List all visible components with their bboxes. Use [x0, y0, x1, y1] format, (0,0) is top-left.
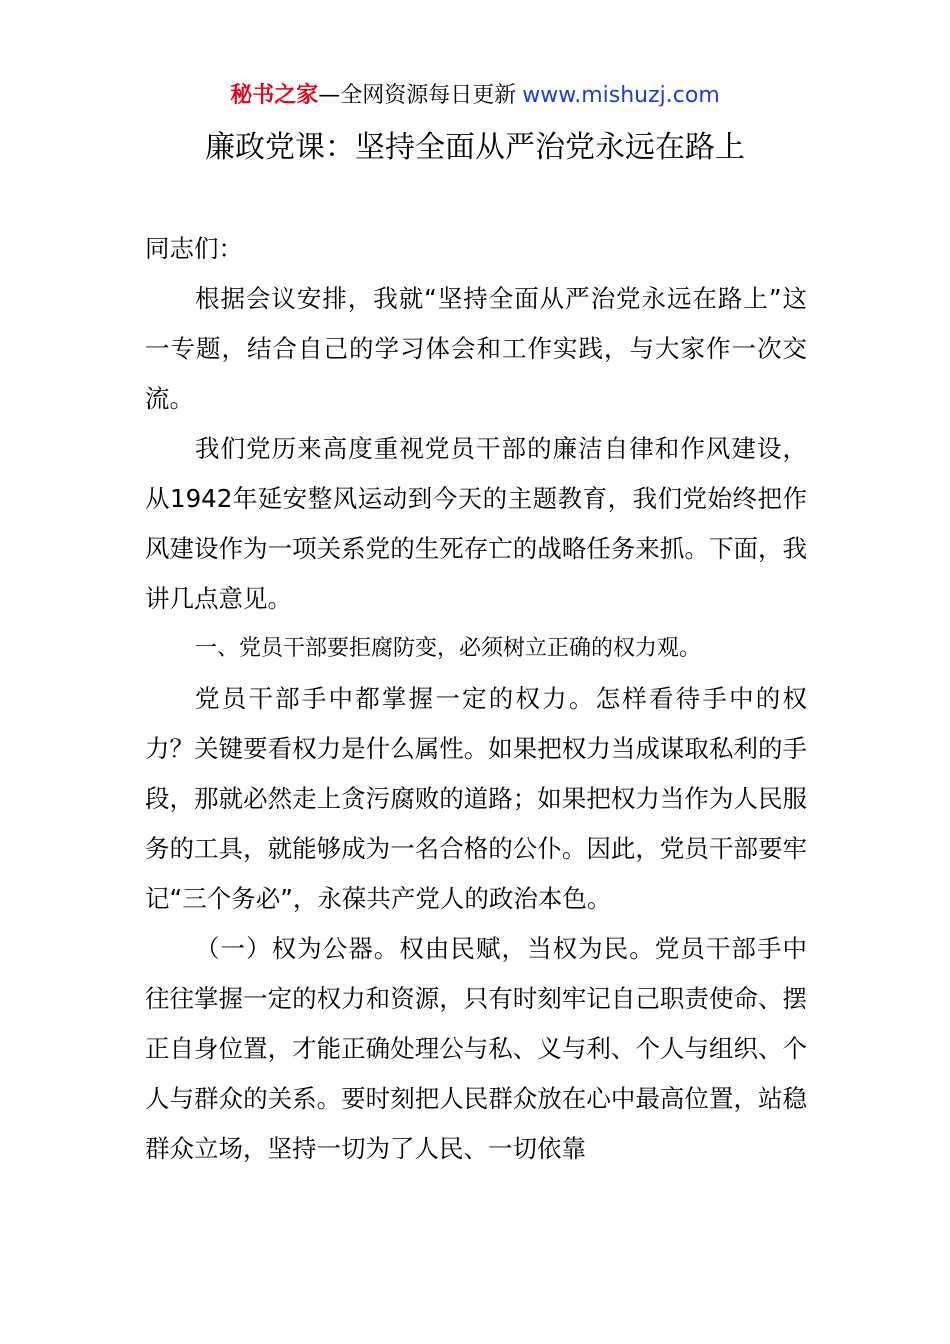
- paragraph-history: 我们党历来高度重视党员干部的廉洁自律和作风建设，从1942年延安整风运动到今天的主题教育，我们党始终把作风建设作为一项关系党的生死存亡的战略任务来抓。下面，我讲几点意见。: [145, 434, 807, 613]
- paragraph-subsection-1: （一）权为公器。权由民赋，当权为民。党员干部手中往往掌握一定的权力和资源，只有时刻牢记自己职责使命、摆正自身位置，才能正确处理公与私、义与利、个人与组织、个人与群众的关系。要时刻把人民群众放在心中最高位置，站稳群众立场，坚持一切为了人民、一切依靠: [145, 934, 807, 1163]
- site-url-link[interactable]: www.mishuzj.com: [522, 83, 720, 108]
- section-heading-1: 一、党员干部要拒腐防变，必须树立正确的权力观。: [195, 636, 702, 661]
- document-body: [145, 224, 807, 1174]
- salutation: 同志们：: [145, 234, 243, 263]
- paragraph-intro: 根据会议安排，我就“坚持全面从严治党永远在路上”这一专题，结合自己的学习体会和工作实践，与大家作一次交流。: [145, 284, 807, 413]
- document-title: 廉政党课：坚持全面从严治党永远在路上: [205, 130, 745, 165]
- paragraph-power: 党员干部手中都掌握一定的权力。怎样看待手中的权力？关键要看权力是什么属性。如果把权力当成谋取私利的手段，那就必然走上贪污腐败的道路；如果把权力当作为人民服务的工具，就能够成为一名合格的公仆。因此，党员干部要牢记“三个务必”，永葆共产党人的政治本色。: [145, 684, 807, 913]
- site-header: [0, 80, 950, 112]
- site-tagline: —全网资源每日更新: [318, 83, 517, 108]
- brand-name: 秘书之家: [230, 83, 319, 108]
